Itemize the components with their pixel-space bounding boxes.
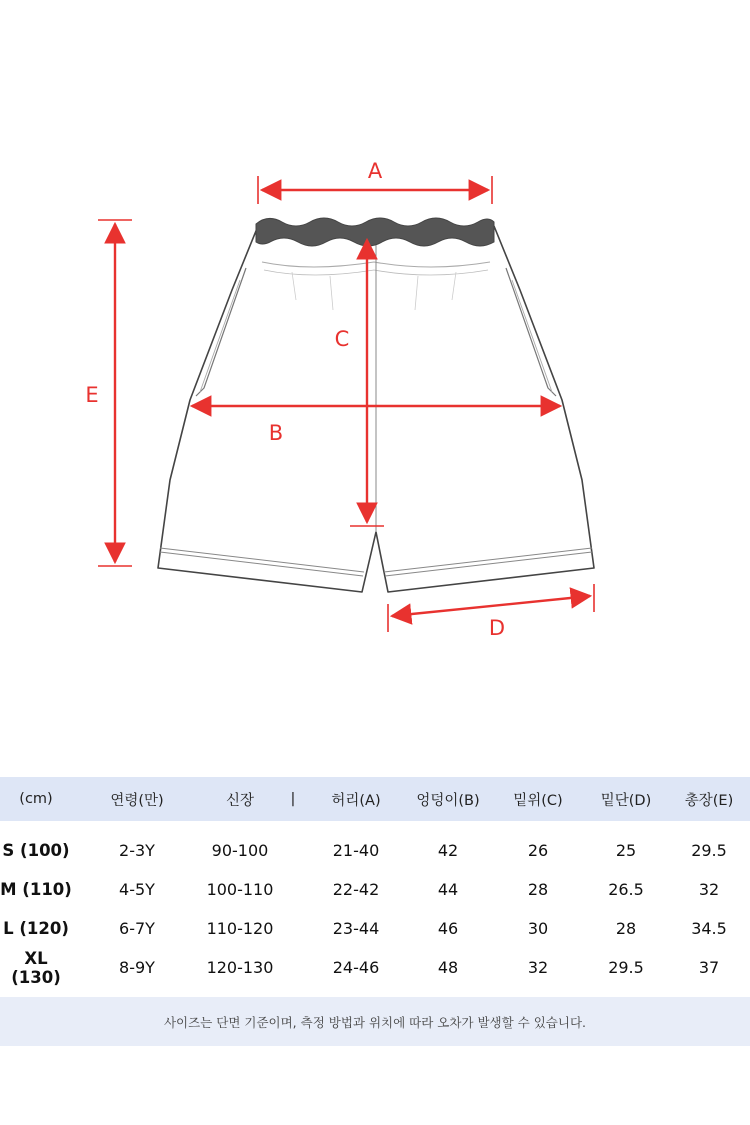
table-row	[0, 948, 750, 987]
rise-cell: 28	[527, 880, 549, 899]
hem-cell: 29.5	[608, 958, 644, 977]
table-row	[0, 831, 750, 870]
shorts-outline	[158, 226, 594, 592]
table-row	[0, 909, 750, 948]
length-cell: 29.5	[691, 841, 727, 860]
height-cell: 110-120	[206, 919, 274, 938]
waist-cell: 22-42	[332, 880, 380, 899]
rise-cell: 26	[527, 841, 549, 860]
table-header	[0, 777, 750, 821]
length-cell: 34.5	[691, 919, 727, 938]
label-c: C	[334, 327, 350, 351]
header-rise: 밑위(C)	[513, 792, 563, 809]
age-cell: 4-5Y	[119, 880, 155, 899]
hem-cell: 26.5	[608, 880, 644, 899]
hip-cell: 44	[437, 880, 459, 899]
height-cell: 120-130	[206, 958, 274, 977]
header-age: 연령(만)	[110, 792, 164, 809]
hip-cell: 42	[437, 841, 459, 860]
hip-cell: 48	[437, 958, 459, 977]
table-row	[0, 870, 750, 909]
height-cell: 90-100	[211, 841, 269, 860]
header-height: 신장	[225, 792, 254, 809]
hem-cell: 28	[615, 919, 637, 938]
age-cell: 6-7Y	[119, 919, 155, 938]
table-body	[0, 821, 750, 987]
size-cell: L (120)	[3, 919, 69, 938]
waist-cell: 24-46	[332, 958, 380, 977]
waist-cell: 21-40	[332, 841, 380, 860]
label-d: D	[488, 616, 506, 640]
size-cell: S (100)	[2, 841, 70, 860]
header-separator: |	[290, 791, 296, 807]
hip-cell: 46	[437, 919, 459, 938]
rise-cell: 32	[527, 958, 549, 977]
height-cell: 100-110	[206, 880, 274, 899]
rise-cell: 30	[527, 919, 549, 938]
header-waist: 허리(A)	[331, 792, 381, 809]
label-a: A	[367, 159, 383, 183]
label-e: E	[85, 383, 99, 407]
header-length: 총장(E)	[684, 792, 734, 809]
hem-cell: 25	[615, 841, 637, 860]
length-cell: 37	[698, 958, 720, 977]
header-hem: 밑단(D)	[600, 792, 652, 809]
header-unit: (cm)	[19, 791, 53, 807]
size-cell: XL (130)	[11, 948, 61, 987]
length-cell: 32	[698, 880, 720, 899]
arrow-d	[392, 596, 590, 616]
header-hip: 엉덩이(B)	[416, 792, 480, 809]
age-cell: 2-3Y	[119, 841, 155, 860]
waist-cell: 23-44	[332, 919, 380, 938]
label-b: B	[268, 421, 284, 445]
age-cell: 8-9Y	[119, 958, 155, 977]
size-table	[0, 777, 750, 1046]
size-cell: M (110)	[0, 880, 72, 899]
measurement-note: 사이즈는 단면 기준이며, 측정 방법과 위치에 따라 오차가 발생할 수 있습니다.	[0, 997, 750, 1046]
